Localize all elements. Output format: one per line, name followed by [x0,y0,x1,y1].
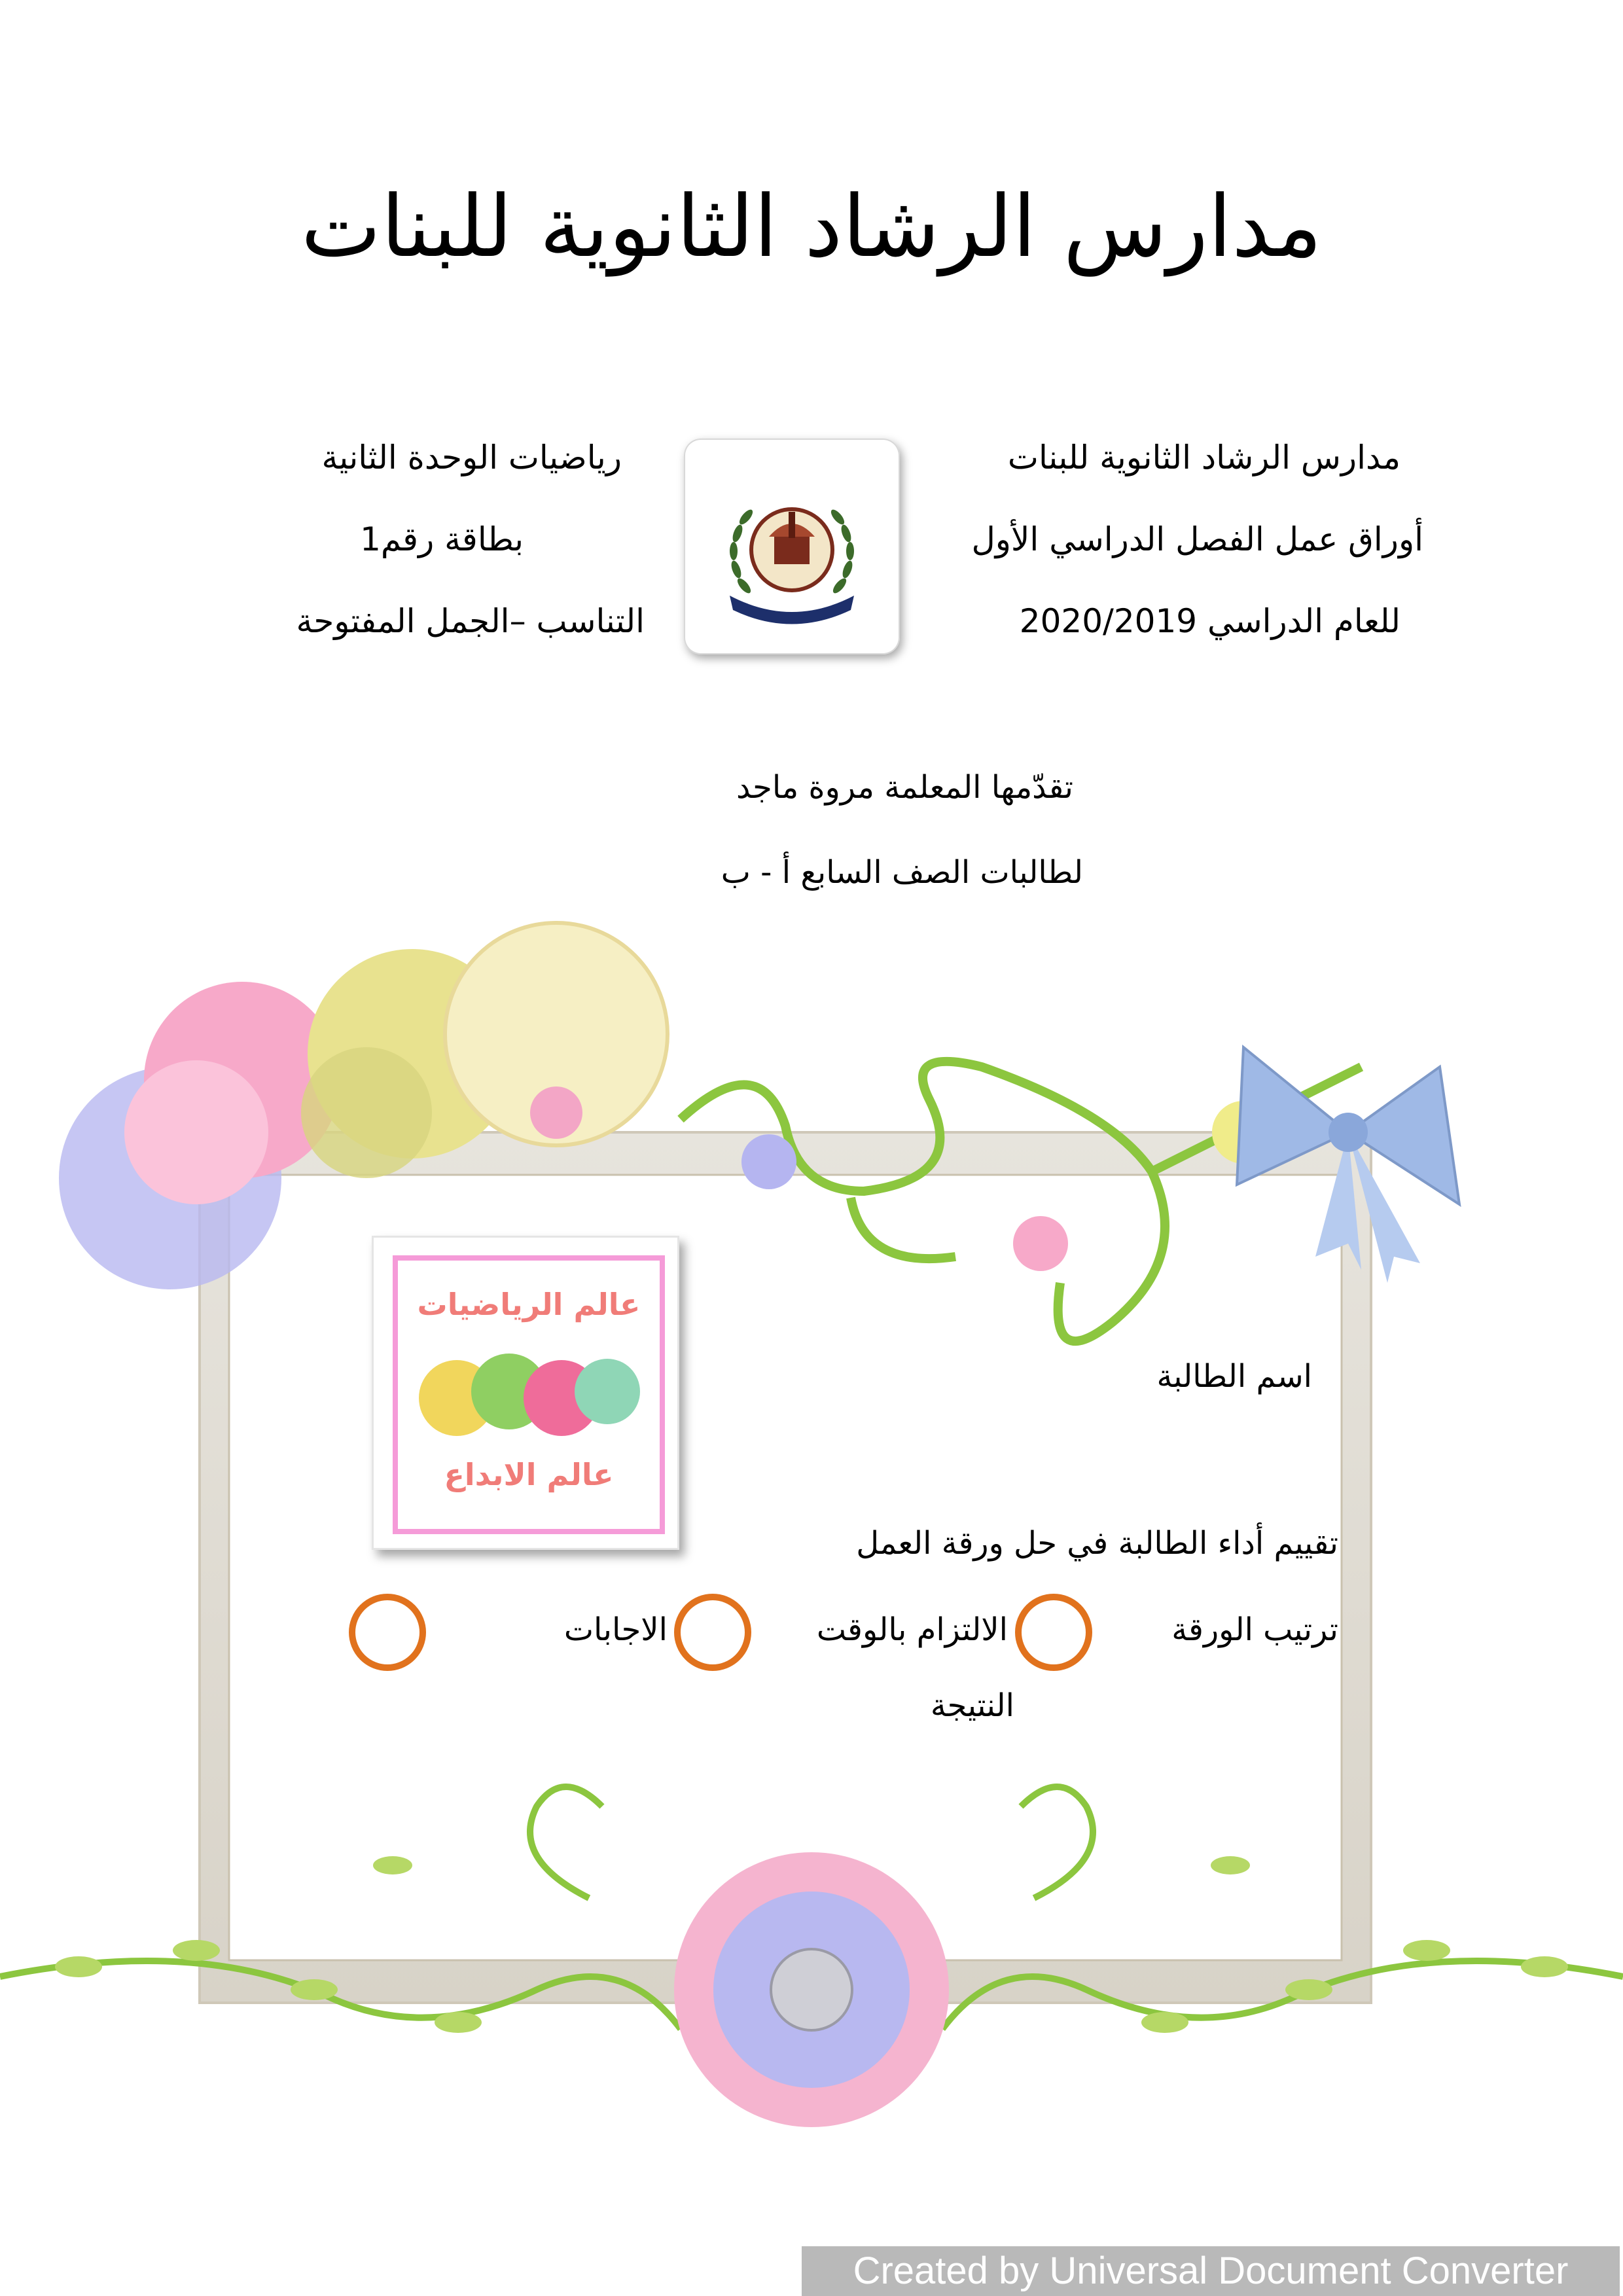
criteria-answers-label: الاجابات [563,1611,668,1648]
laurel-logo-icon [684,439,900,655]
math-card-bottom-title: عالم الابداع [444,1457,614,1492]
header-subject: رياضيات الوحدة الثانية [321,439,622,476]
teacher-line: تقدّمها المعلمة مروة ماجد [736,769,1073,806]
heads-icon [411,1339,647,1444]
header-card-number: بطاقة رقم1 [360,520,524,558]
bottom-center-flower-icon [674,1852,949,2127]
header-academic-year: للعام الدراسي 2020/2019 [1019,602,1400,640]
page-title: مدارس الرشاد الثانوية للبنات [300,177,1323,276]
math-card-top-title: عالم الرياضيات [417,1287,641,1322]
criteria-time-label: الالتزام بالوقت [816,1611,1008,1648]
floral-frame-decoration [0,916,1623,2245]
small-pink-flower-icon [1013,1216,1068,1271]
header-school-name: مدارس الرشاد الثانوية للبنات [1007,439,1400,476]
class-line: لطالبات الصف السابع أ - ب [721,854,1083,891]
time-score-circle[interactable] [674,1594,751,1671]
small-blue-flower-icon [741,1134,796,1189]
result-label: النتيجة [930,1687,1014,1724]
answers-score-circle[interactable] [349,1594,426,1671]
converter-watermark: Created by Universal Document Converter [802,2246,1620,2296]
evaluation-label: تقييم أداء الطالبة في حل ورقة العمل [856,1525,1338,1562]
header-topic: التناسب –الجمل المفتوحة [296,602,645,640]
school-logo [684,439,900,655]
math-world-card [372,1236,679,1550]
criteria-order-label: ترتيب الورقة [1171,1611,1338,1648]
order-score-circle[interactable] [1015,1594,1092,1671]
header-worksheets: أوراق عمل الفصل الدراسي الأول [971,520,1423,558]
student-name-label: اسم الطالبة [1156,1358,1312,1395]
